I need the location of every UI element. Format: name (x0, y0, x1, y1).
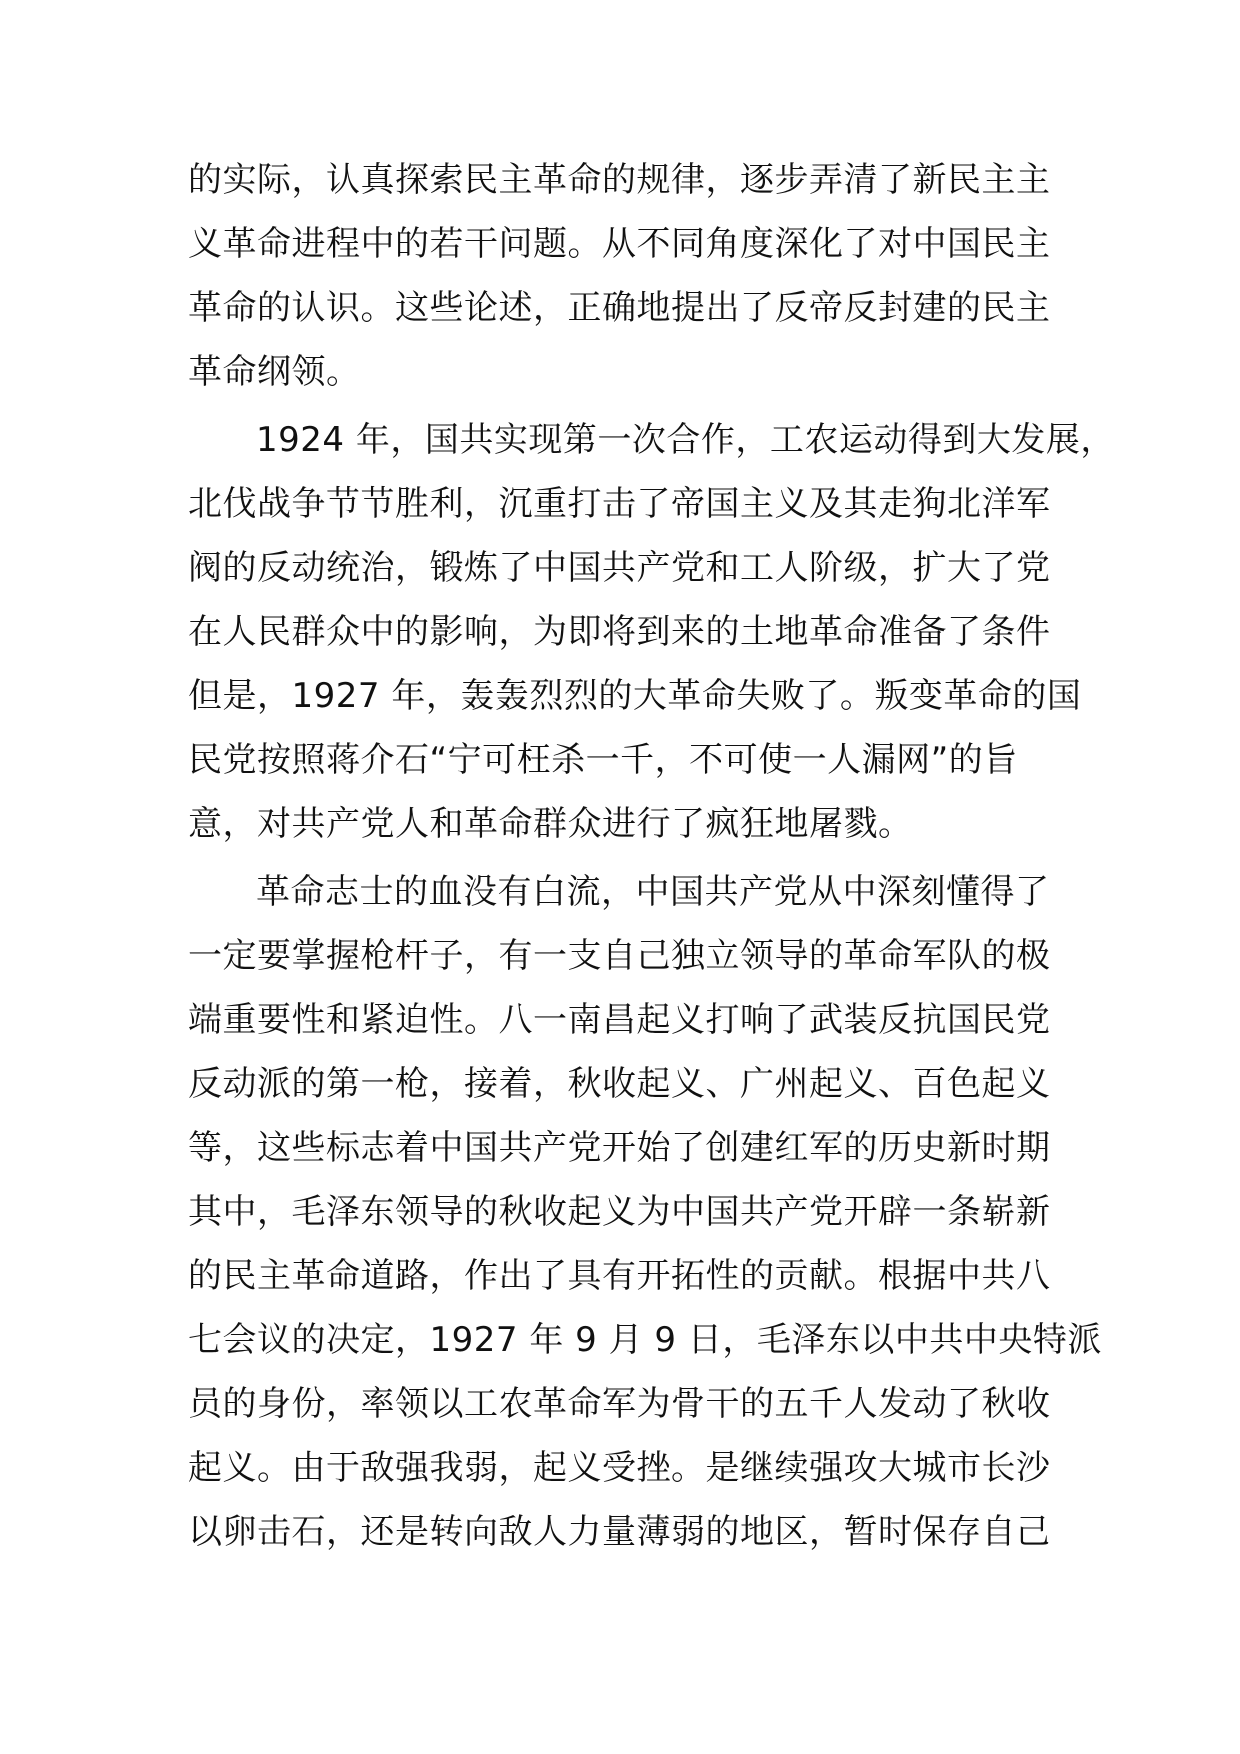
text-line: 反动派的第一枪，接着，秋收起义、广州起义、百色起义 (188, 1064, 1051, 1104)
text-line: 的民主革命道路，作出了具有开拓性的贡献。根据中共八 (188, 1256, 1051, 1296)
paragraph-first-line: 革命志士的血没有白流，中国共产党从中深刻懂得了 (256, 872, 1050, 912)
text-line: 民党按照蒋介石“宁可枉杀一千，不可使一人漏网”的旨 (188, 740, 1018, 780)
text-line: 阀的反动统治，锻炼了中国共产党和工人阶级，扩大了党 (188, 548, 1051, 588)
paragraph-first-line: 1924 年，国共实现第一次合作，工农运动得到大发展， (256, 420, 1115, 460)
text-line: 北伐战争节节胜利，沉重打击了帝国主义及其走狗北洋军 (188, 484, 1051, 524)
text-line: 起义。由于敌强我弱，起义受挫。是继续强攻大城市长沙 (188, 1448, 1051, 1488)
text-line: 员的身份，率领以工农革命军为骨干的五千人发动了秋收 (188, 1384, 1051, 1424)
text-line: 以卵击石，还是转向敌人力量薄弱的地区，暂时保存自己 (188, 1512, 1051, 1552)
text-line: 一定要掌握枪杆子，有一支自己独立领导的革命军队的极 (188, 936, 1051, 976)
text-line: 端重要性和紧迫性。八一南昌起义打响了武装反抗国民党 (188, 1000, 1051, 1040)
text-line: 七会议的决定，1927 年 9 月 9 日，毛泽东以中共中央特派 (188, 1320, 1102, 1360)
text-line: 的实际，认真探索民主革命的规律，逐步弄清了新民主主 (188, 160, 1051, 200)
text-line: 革命的认识。这些论述，正确地提出了反帝反封建的民主 (188, 288, 1051, 328)
text-line: 意，对共产党人和革命群众进行了疯狂地屠戮。 (188, 804, 913, 844)
text-line: 等，这些标志着中国共产党开始了创建红军的历史新时期 (188, 1128, 1051, 1168)
text-line: 但是，1927 年，轰轰烈烈的大革命失败了。叛变革命的国 (188, 676, 1082, 716)
text-line: 在人民群众中的影响，为即将到来的土地革命准备了条件 (188, 612, 1051, 652)
text-line: 其中，毛泽东领导的秋收起义为中国共产党开辟一条崭新 (188, 1192, 1051, 1232)
text-line: 义革命进程中的若干问题。从不同角度深化了对中国民主 (188, 224, 1051, 264)
text-line: 革命纲领。 (188, 352, 361, 392)
